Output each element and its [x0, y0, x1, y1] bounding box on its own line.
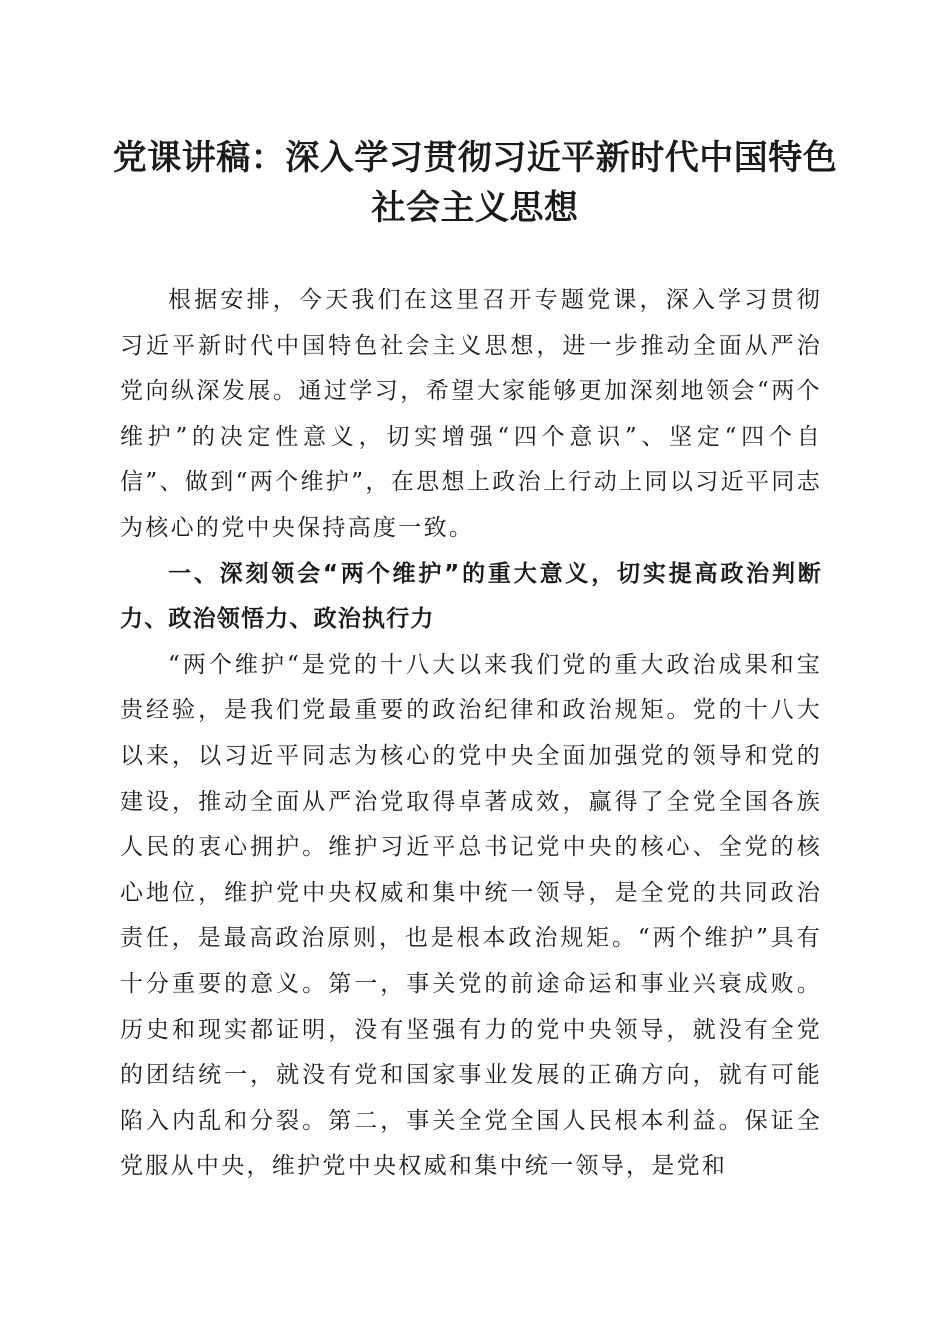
document-body	[120, 278, 822, 1190]
document-title: 党课讲稿：深入学习贯彻习近平新时代中国特色社会主义思想	[112, 138, 838, 228]
intro-paragraph: 根据安排，今天我们在这里召开专题党课，深入学习贯彻习近平新时代中国特色社会主义思想，进一步推动全面从严治党向纵深发展。通过学习，希望大家能够更加深刻地领会“两个维护”的决定性意义，切实增强“四个意识”、坚定“四个自信”、做到“两个维护”，在思想上政治上行动上同以习近平同志为核心的党中央保持高度一致。	[120, 287, 822, 541]
section-paragraph: “两个维护“是党的十八大以来我们党的重大政治成果和宝贵经验，是我们党最重要的政治纪律和政治规矩。党的十八大以来，以习近平同志为核心的党中央全面加强党的领导和党的建设，推动全面从严治党取得卓著成效，赢得了全党全国各族人民的衷心拥护。维护习近平总书记党中央的核心、全党的核心地位，维护党中央权威和集中统一领导，是全党的共同政治责任，是最高政治原则，也是根本政治规矩。“两个维护”具有十分重要的意义。第一，事关党的前途命运和事业兴衰成败。历史和现实都证明，没有坚强有力的党中央领导，就没有全党的团结统一，就没有党和国家事业发展的正确方向，就有可能陷入内乱和分裂。第二，事关全党全国人民根本利益。保证全党服从中央，维护党中央权威和集中统一领导，是党和	[120, 651, 822, 1180]
section-heading: 一、深刻领会“两个维护”的重大意义，切实提高政治判断力、政治领悟力、政治执行力	[120, 560, 822, 633]
